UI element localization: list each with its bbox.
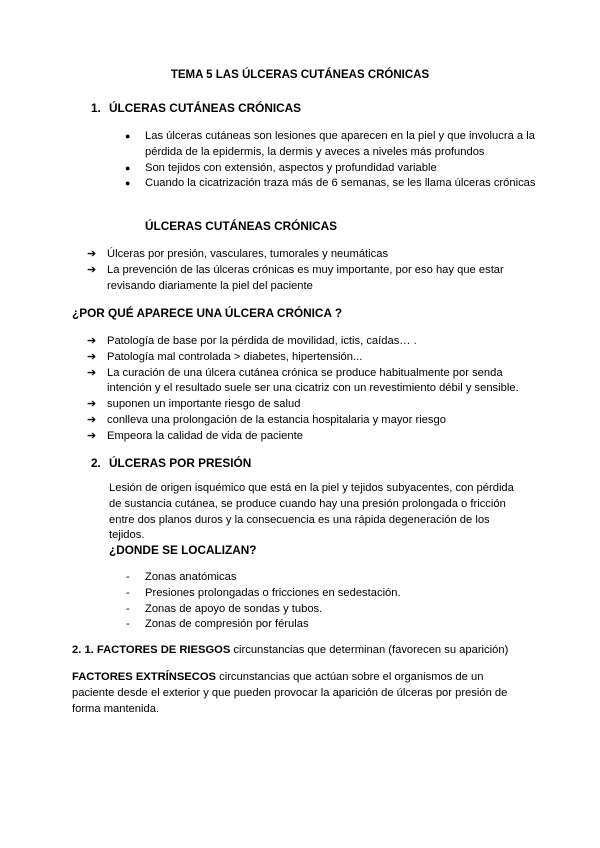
list-item: ➔ suponen un importante riesgo de salud [107,397,525,413]
section2-paragraph: Lesión de origen isquémico que está en la piel y tejidos subyacentes, con pérdida de sustancia cutánea, se produce cuando hay una presión prolongada o fricción entre dos planos duros y la consecuencia es una rápida degeneración de los tejidos. [109,482,514,542]
section1-subheading: ÚLCERAS CUTÁNEAS CRÓNICAS [145,219,338,233]
bullet-icon: ● [125,162,131,173]
section1-arrow-list [87,247,517,294]
question-arrow-list [87,334,525,445]
section21-heading: 2. 1. FACTORES DE RIESGOS [72,644,231,656]
arrow-icon: ➔ [87,413,97,426]
list-item: ➔ Patología mal controlada > diabetes, hipertensión... [107,350,525,366]
arrow-icon: ➔ [87,398,97,411]
arrow-icon: ➔ [87,429,97,442]
section1-heading: ÚLCERAS CUTÁNEAS CRÓNICAS [109,101,302,115]
page-title: TEMA 5 LAS ÚLCERAS CUTÁNEAS CRÓNICAS [170,69,430,81]
list-item: ➔ Empeora la calidad de vida de paciente [107,429,525,445]
arrow-icon: ➔ [87,263,97,276]
list-item: - Zonas de apoyo de sondas y tubos. [126,602,323,615]
arrow-icon: ➔ [87,350,97,363]
list-item: ● Las úlceras cutáneas son lesiones que aparecen en la piel y que involucra a la pérdida de la epidermis, la dermis y aveces a niveles más profundos [125,130,535,158]
list-item: ● Son tejidos con extensión, aspectos y profundidad variable [145,161,537,177]
bullet-icon: ● [125,131,131,141]
extrinsecos-text: circunstancias que actúan sobre el organismos de un paciente desde el exterior y que pueden provocar la aparición de úlceras por presión de forma mantenida. [72,671,508,715]
extrinsecos-paragraph [72,670,528,717]
list-item: - Zonas de compresión por férulas [126,618,309,631]
question-heading: ¿POR QUÉ APARECE UNA ÚLCERA CRÓNICA ? [72,306,343,320]
section21-text: circunstancias que determinan (favorecen su aparición) [230,644,509,656]
arrow-icon: ➔ [87,248,97,260]
list-item: ➔ conlleva una prolongación de la estancia hospitalaria y mayor riesgo [107,413,525,429]
extrinsecos-heading: FACTORES EXTRÍNSECOS [72,671,217,683]
section2-number: 2. [91,456,101,470]
list-item: ● Cuando la cicatrización traza más de 6 semanas, se les llama úlceras crónicas [145,176,537,192]
list-item: ➔ La curación de una úlcera cutánea crónica se produce habitualmente por senda intención y el resultado suele ser una cicatriz con un revestimiento débil y sensible. [87,366,519,395]
location-dash-list [126,570,525,633]
list-item: ➔ La prevención de las úlceras crónicas es muy importante, por eso hay que estar revisando diariamente la piel del paciente [87,263,504,292]
section1-bullet-list [125,129,537,192]
arrow-icon: ➔ [87,366,97,379]
list-item: - Presiones prolongadas o fricciones en sedestación. [126,586,401,599]
arrow-icon: ➔ [87,335,97,347]
list-item: ➔ Patología de base por la pérdida de movilidad, ictis, caídas… . [107,334,525,350]
section2-heading: ÚLCERAS POR PRESIÓN [109,456,252,470]
list-item: - Zonas anatómicas [126,571,237,583]
section1-number: 1. [91,101,101,115]
list-item: ➔ Úlceras por presión, vasculares, tumorales y neumáticas [107,247,517,263]
section21-line [72,644,508,656]
bullet-icon: ● [125,178,131,189]
section2-subheading: ¿DONDE SE LOCALIZAN? [109,543,257,557]
